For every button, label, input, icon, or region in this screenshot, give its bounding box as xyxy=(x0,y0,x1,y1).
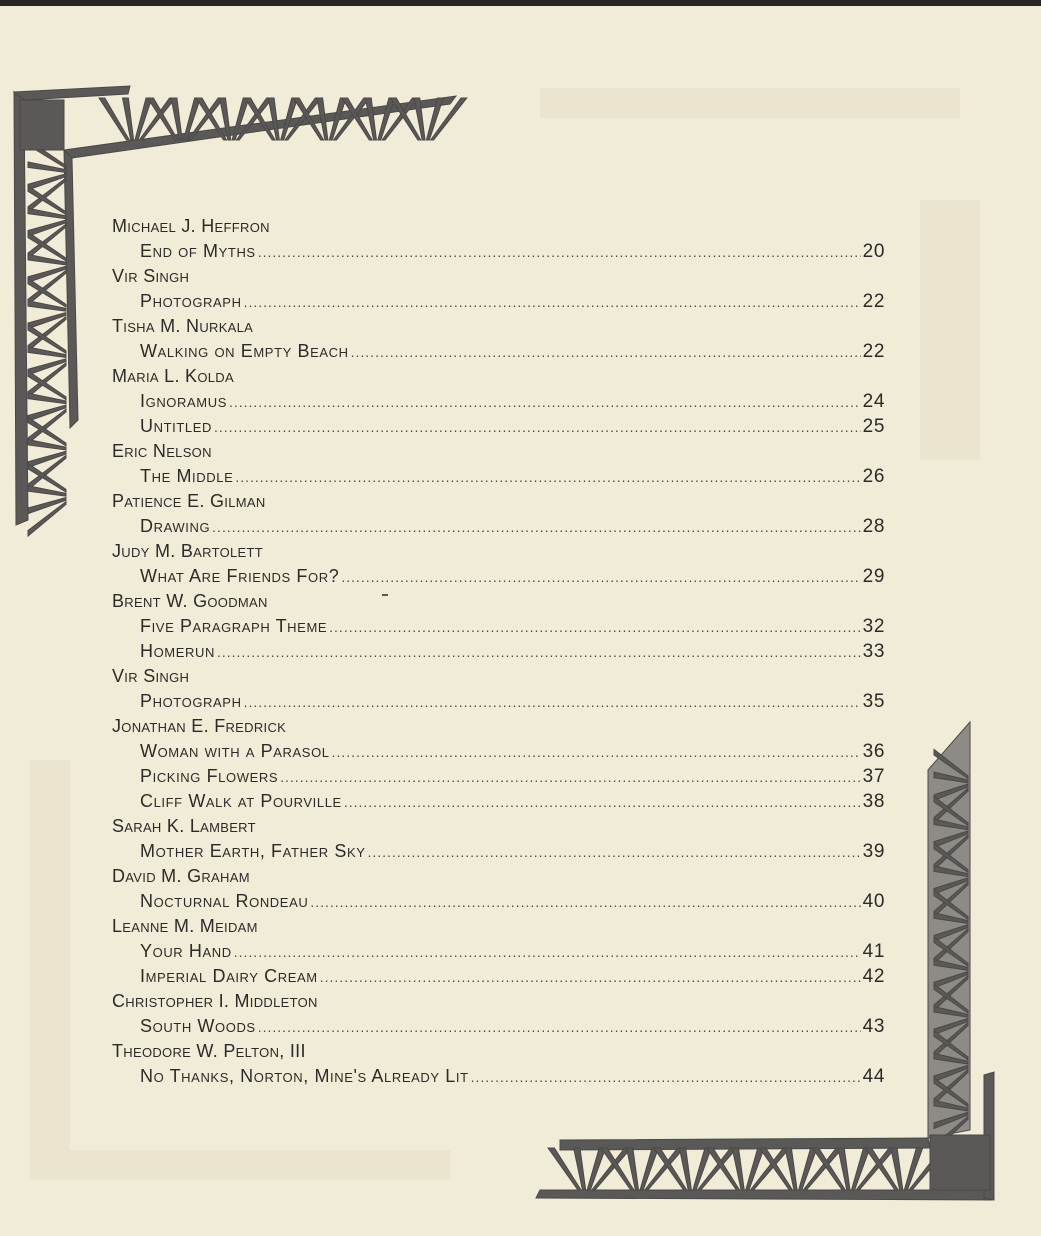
page-number: 20 xyxy=(862,241,885,262)
author-name: Sarah K. Lambert xyxy=(112,816,256,836)
author-name: Judy M. Bartolett xyxy=(112,541,263,561)
work-row xyxy=(112,289,885,314)
toc-entry xyxy=(112,489,902,539)
toc-entry xyxy=(112,814,902,864)
page-number: 28 xyxy=(862,516,885,537)
stray-mark xyxy=(382,594,388,596)
work-row xyxy=(112,339,885,364)
work-row xyxy=(112,764,885,789)
page-number: 33 xyxy=(862,641,885,662)
toc-entry xyxy=(112,864,902,914)
page-number: 37 xyxy=(862,766,885,787)
work-title: Homerun xyxy=(140,641,215,661)
toc-entry xyxy=(112,589,902,664)
work-title: Nocturnal Rondeau xyxy=(140,891,309,911)
work-title: Photograph xyxy=(140,691,242,711)
page-number: 36 xyxy=(862,741,885,762)
author-name: Leanne M. Meidam xyxy=(112,916,258,936)
work-row xyxy=(112,564,885,589)
work-row xyxy=(112,1064,885,1089)
page-number: 29 xyxy=(862,566,885,587)
border-bar xyxy=(560,1138,930,1150)
author-name: Maria L. Kolda xyxy=(112,366,234,386)
author-name: David M. Graham xyxy=(112,866,250,886)
work-title: Imperial Dairy Cream xyxy=(140,966,318,986)
work-row xyxy=(112,389,885,414)
dot-leader xyxy=(235,465,860,490)
toc-entry xyxy=(112,264,902,314)
page-number: 24 xyxy=(862,391,885,412)
toc-entry xyxy=(112,714,902,814)
work-title: Cliff Walk at Pourville xyxy=(140,791,342,811)
work-row xyxy=(112,639,885,664)
work-title: End of Myths xyxy=(140,241,256,261)
toc-entry xyxy=(112,1039,902,1089)
author-name: Eric Nelson xyxy=(112,441,212,461)
page-number: 39 xyxy=(862,841,885,862)
work-row xyxy=(112,939,885,964)
work-title: Mother Earth, Father Sky xyxy=(140,841,366,861)
dot-leader xyxy=(280,765,861,790)
work-title: What Are Friends For? xyxy=(140,566,340,586)
dot-leader xyxy=(214,415,861,440)
dot-leader xyxy=(329,615,861,640)
work-row xyxy=(112,964,885,989)
dot-leader xyxy=(244,290,861,315)
work-title: Your Hand xyxy=(140,941,232,961)
toc-entry xyxy=(112,989,902,1039)
dot-leader xyxy=(229,390,861,415)
page-number: 22 xyxy=(862,291,885,312)
dot-leader xyxy=(310,890,860,915)
work-row xyxy=(112,1014,885,1039)
dot-leader xyxy=(258,1015,861,1040)
work-title: Drawing xyxy=(140,516,211,536)
page-number: 38 xyxy=(862,791,885,812)
work-row xyxy=(112,414,885,439)
work-row xyxy=(112,739,885,764)
author-name: Theodore W. Pelton, III xyxy=(112,1041,306,1061)
toc-entry xyxy=(112,439,902,489)
toc-entry xyxy=(112,364,902,439)
toc-entry xyxy=(112,664,902,714)
dot-leader xyxy=(244,690,861,715)
dot-leader xyxy=(351,340,861,365)
author-name: Christopher I. Middleton xyxy=(112,991,318,1011)
author-name: Vir Singh xyxy=(112,266,190,286)
author-name: Tisha M. Nurkala xyxy=(112,316,254,336)
author-name: Brent W. Goodman xyxy=(112,591,268,611)
dot-leader xyxy=(341,565,860,590)
work-row xyxy=(112,839,885,864)
page-number: 43 xyxy=(862,1016,885,1037)
work-title: Untitled xyxy=(140,416,212,436)
author-name: Jonathan E. Fredrick xyxy=(112,716,287,736)
dot-leader xyxy=(212,515,860,540)
border-corner xyxy=(930,1135,990,1190)
work-title: Ignoramus xyxy=(140,391,227,411)
author-name: Patience E. Gilman xyxy=(112,491,266,511)
work-title: Woman with a Parasol xyxy=(140,741,330,761)
border-bar xyxy=(536,1190,992,1200)
work-row xyxy=(112,889,885,914)
toc-entry xyxy=(112,539,902,589)
work-title: Walking on Empty Beach xyxy=(140,341,349,361)
toc-entry xyxy=(112,314,902,364)
work-row xyxy=(112,514,885,539)
work-title: No Thanks, Norton, Mine's Already Lit xyxy=(140,1066,469,1086)
page-number: 35 xyxy=(862,691,885,712)
dot-leader xyxy=(258,240,861,265)
page-number: 25 xyxy=(862,416,885,437)
page-number: 42 xyxy=(862,966,885,987)
page-number: 44 xyxy=(862,1066,885,1087)
page-number: 22 xyxy=(862,341,885,362)
toc-entry xyxy=(112,914,902,989)
page-number: 40 xyxy=(862,891,885,912)
work-row xyxy=(112,239,885,264)
dot-leader xyxy=(217,640,861,665)
author-name: Vir Singh xyxy=(112,666,190,686)
page-number: 41 xyxy=(862,941,885,962)
work-row xyxy=(112,789,885,814)
dot-leader xyxy=(344,790,861,815)
toc-entry xyxy=(112,214,902,264)
work-row xyxy=(112,464,885,489)
work-title: Photograph xyxy=(140,291,242,311)
author-name: Michael J. Heffron xyxy=(112,216,270,236)
work-title: The Middle xyxy=(140,466,234,486)
work-title: South Woods xyxy=(140,1016,256,1036)
dot-leader xyxy=(471,1065,861,1090)
work-row xyxy=(112,689,885,714)
page-number: 32 xyxy=(862,616,885,637)
work-row xyxy=(112,614,885,639)
dot-leader xyxy=(332,740,861,765)
dot-leader xyxy=(234,940,861,965)
dot-leader xyxy=(320,965,861,990)
page-number: 26 xyxy=(862,466,885,487)
work-title: Picking Flowers xyxy=(140,766,279,786)
work-title: Five Paragraph Theme xyxy=(140,616,328,636)
dot-leader xyxy=(368,840,861,865)
table-of-contents xyxy=(112,214,902,1089)
